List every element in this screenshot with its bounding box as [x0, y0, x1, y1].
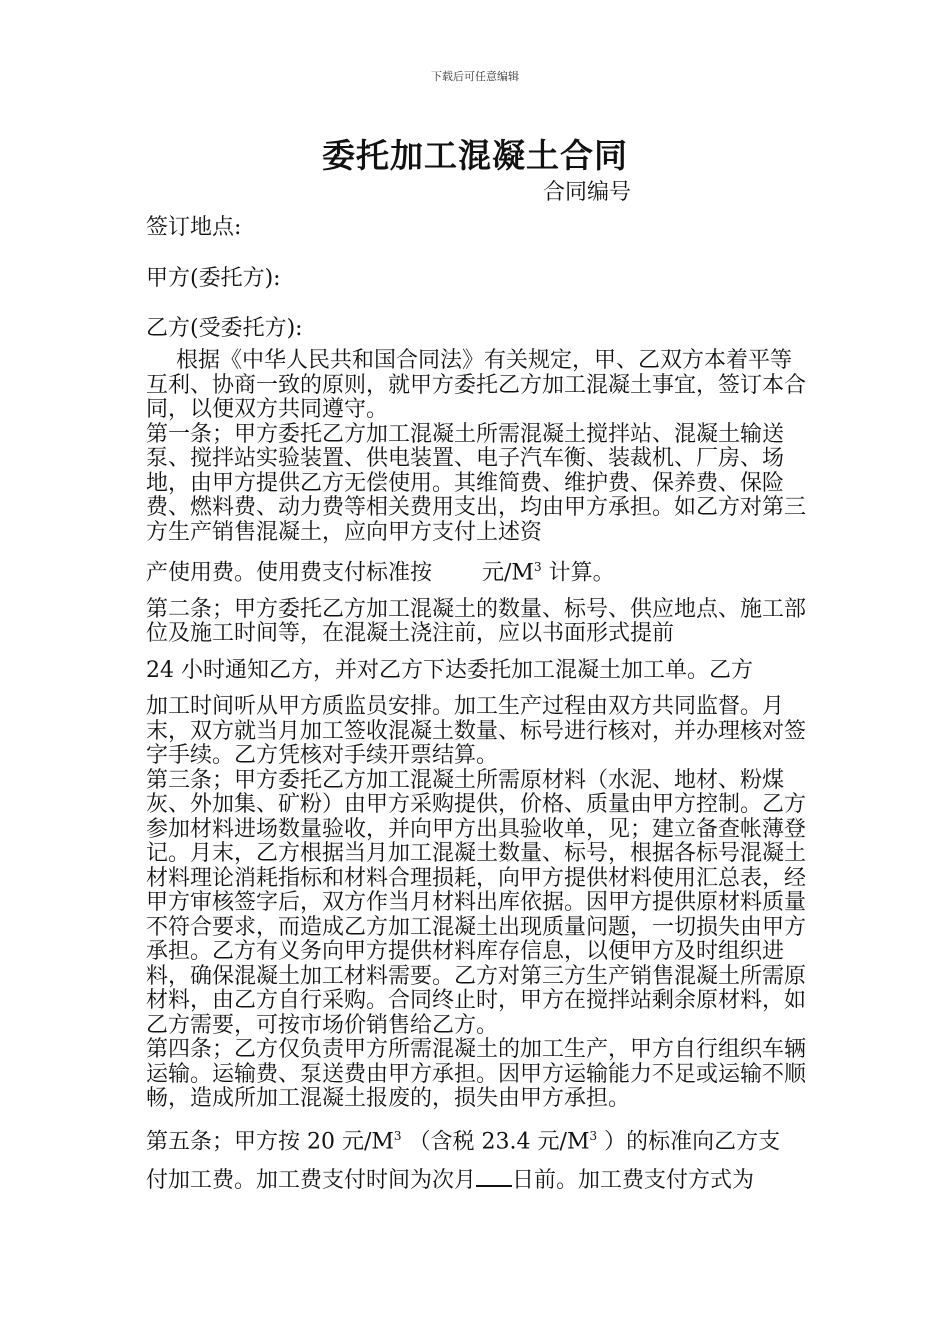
contract-body: [146, 349, 806, 1193]
article-2-line-b: 24 小时通知乙方，并对乙方下达委托加工混凝土加工单。乙方: [146, 657, 753, 683]
article-5-text-2: （含税 23.4 元/M: [401, 1129, 590, 1155]
article-1-paragraph: 第一条；甲方委托乙方加工混凝土所需混凝土搅拌站、混凝土输送泵、搅拌站实验装置、供电装置、电子汽车衡、装裁机、厂房、场地，由甲方提供乙方无偿使用。其维简费、维护费、保养费、保险费、燃料费、动力费等相关费用支出，均由甲方承担。如乙方对第三方生产销售混凝土，应向甲方支付上述资: [146, 421, 807, 545]
article-3-paragraph: 第三条；甲方委托乙方加工混凝土所需原材料（水泥、地材、粉煤灰、外加集、矿粉）由甲方采购提供，价格、质量由甲方控制。乙方参加材料进场数量验收，并向甲方出具验收单，见；建立备查帐薄登记。月末，乙方根据当月加工混凝土数量、标号，根据各标号混凝土材料理论消耗指标和材料合理损耗，向甲方提供材料使用汇总表，经甲方审核签字后，双方作当月材料出库依据。因甲方提供原材料质量不符合要求，而造成乙方加工混凝土出现质量问题，一切损失由甲方承担。乙方有义务向甲方提供材料库存信息，以便甲方及时组织进料，确保混凝土加工材料需要。乙方对第三方生产销售混凝土所需原材料，由乙方自行采购。合同终止时，甲方在搅拌站剩余原材料，如乙方需要，可按市场价销售给乙方。: [146, 767, 807, 1038]
article-5-line-a: [146, 1124, 806, 1155]
party-a-field: 甲方(委托方):: [146, 266, 281, 291]
article-1-unit: 元/M: [482, 560, 534, 586]
article-1-fee-line: [146, 555, 806, 586]
article-2-line-c: 加工时间听从甲方质监员安排。加工生产过程由双方共同监督。月末，双方就当月加工签收混凝土数量、标号进行核对，并办理核对签字手续。乙方凭核对手续开票结算。: [146, 694, 807, 769]
article-5-line-b: [146, 1167, 806, 1194]
article-1-end: 计算。: [541, 560, 615, 586]
article-5-text-3: ）的标准向乙方支: [597, 1129, 781, 1155]
signing-place-field: 签订地点:: [146, 215, 242, 240]
article-5-sup-1: 3: [393, 1128, 402, 1143]
contract-number-label: 合同编号: [543, 180, 632, 205]
intro-paragraph: 根据《中华人民共和国合同法》有关规定，甲、乙双方本着平等互利、协商一致的原则，就甲方委托乙方加工混凝土事宜，签订本合同，以便双方共同遵守。: [146, 348, 807, 422]
payment-date-blank: [476, 1167, 512, 1187]
document-title: 委托加工混凝土合同: [322, 136, 628, 175]
article-1-fee-text: 产使用费。使用费支付标准按: [146, 560, 433, 586]
article-5-text-4: 付加工费。加工费支付时间为次月: [146, 1167, 477, 1193]
party-b-field: 乙方(受委托方):: [146, 316, 303, 341]
article-4-paragraph: 第四条；乙方仅负责甲方所需混凝土的加工生产，甲方自行组织车辆运输。运输费、泵送费由甲方承担。因甲方运输能力不足或运输不顺畅，造成所加工混凝土报废的，损失由甲方承担。: [146, 1037, 807, 1112]
article-1-unit-sup: 3: [533, 560, 542, 574]
article-5-text-1: 第五条；甲方按 20 元/M: [146, 1129, 394, 1155]
article-5-sup-2: 3: [589, 1128, 598, 1143]
article-5-text-5: 日前。加工费支付方式为: [512, 1167, 755, 1193]
article-2-paragraph: 第二条；甲方委托乙方加工混凝土的数量、标号、供应地点、施工部位及施工时间等，在混凝土浇注前，应以书面形式提前: [146, 596, 807, 647]
header-note: 下载后可任意编辑: [431, 70, 519, 83]
